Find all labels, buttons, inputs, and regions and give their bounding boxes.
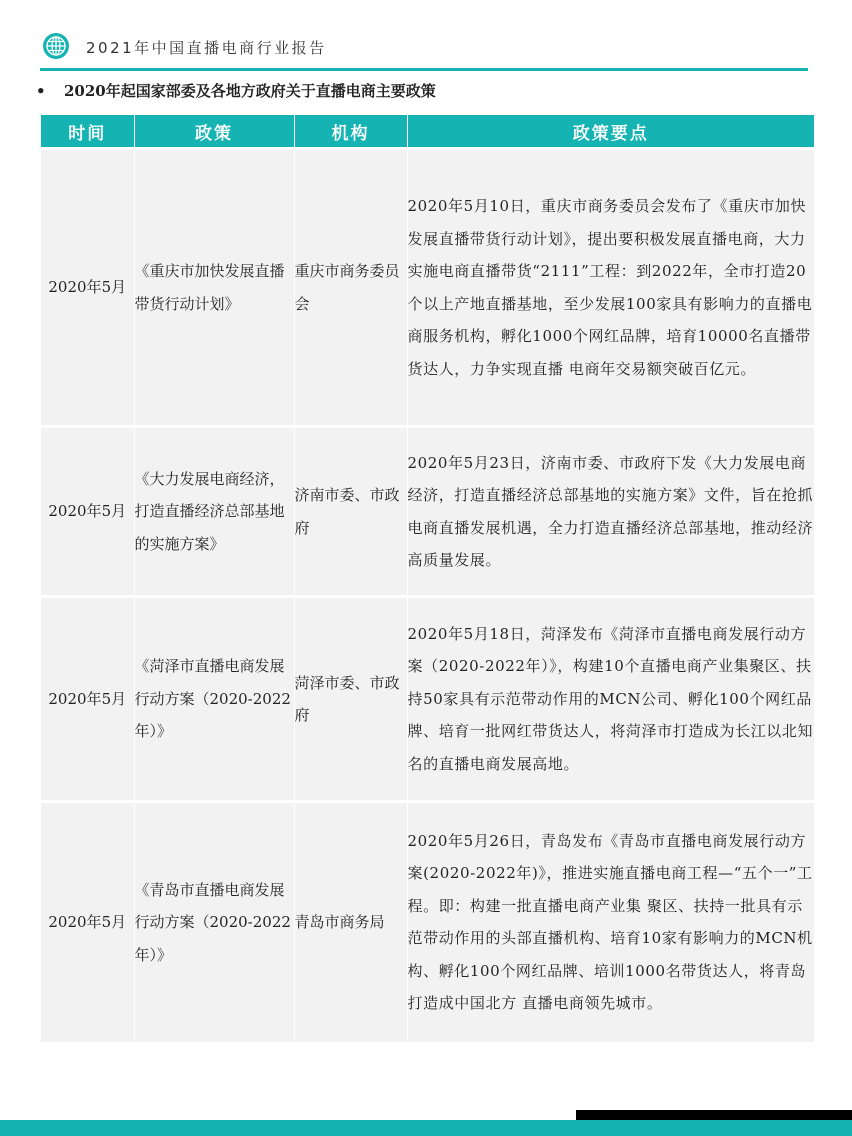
cell-org: 济南市委、市政府 [294, 427, 407, 597]
cell-org: 菏泽市委、市政府 [294, 597, 407, 802]
report-title: 2021年中国直播电商行业报告 [86, 39, 327, 57]
cell-policy: 《菏泽市直播电商发展行动方案（2020-2022年）》 [134, 597, 294, 802]
cell-time: 2020年5月 [41, 149, 134, 427]
footer-accent-bar [0, 1120, 852, 1136]
header-divider [40, 68, 808, 71]
section-heading [36, 80, 436, 101]
cell-time: 2020年5月 [41, 802, 134, 1042]
cell-time: 2020年5月 [41, 597, 134, 802]
table-row [41, 149, 814, 427]
column-header-points: 政策要点 [407, 115, 814, 149]
cell-time: 2020年5月 [41, 427, 134, 597]
table-header-row [41, 115, 814, 149]
cell-org: 重庆市商务委员会 [294, 149, 407, 427]
cell-policy: 《重庆市加快发展直播带货行动计划》 [134, 149, 294, 427]
cell-policy: 《大力发展电商经济，打造直播经济总部基地的实施方案》 [134, 427, 294, 597]
cell-org: 青岛市商务局 [294, 802, 407, 1042]
table-row [41, 427, 814, 597]
cell-points: 2020年5月18日，菏泽发布《菏泽市直播电商发展行动方案（2020-2022年）》，构建10个直播电商产业集聚区、扶持50家具有示范带动作用的MCN公司、孵化100个网红品牌、培育一批网红带货达人，将菏泽市打造成为长江以北知名的直播电商发展高地。 [407, 597, 814, 802]
report-header [40, 28, 810, 68]
cell-points: 2020年5月10日，重庆市商务委员会发布了《重庆市加快发展直播带货行动计划》，提出要积极发展直播电商，大力实施电商直播带货“2111”工程：到2022年，全市打造20个以上产地直播基地，至少发展100家具有影响力的直播电商服务机构，孵化1000个网红品牌，培育10000名直播带货达人，力争实现直播 电商年交易额突破百亿元。 [407, 149, 814, 427]
cell-points: 2020年5月26日，青岛发布《青岛市直播电商发展行动方案(2020-2022年)》，推进实施直播电商工程—“五个一”工程。即：构建一批直播电商产业集 聚区、扶持一批具有示范带动作用的头部直播机构、培育10家有影响力的MCN机构、孵化100个网红品牌、培训1000名带货达人，将青岛打造成中国北方 直播电商领先城市。 [407, 802, 814, 1042]
column-header-policy: 政策 [134, 115, 294, 149]
cell-points: 2020年5月23日，济南市委、市政府下发《大力发展电商经济，打造直播经济总部基地的实施方案》文件，旨在抢抓电商直播发展机遇，全力打造直播经济总部基地，推动经济高质量发展。 [407, 427, 814, 597]
column-header-org: 机构 [294, 115, 407, 149]
cell-policy: 《青岛市直播电商发展行动方案（2020-2022年）》 [134, 802, 294, 1042]
section-title: 2020年起国家部委及各地方政府关于直播电商主要政策 [64, 82, 436, 100]
column-header-time: 时间 [41, 115, 134, 149]
policy-table [41, 115, 814, 1042]
globe-logo-icon [42, 32, 70, 60]
table-row [41, 802, 814, 1042]
bullet-marker: • [36, 82, 46, 100]
table-row [41, 597, 814, 802]
